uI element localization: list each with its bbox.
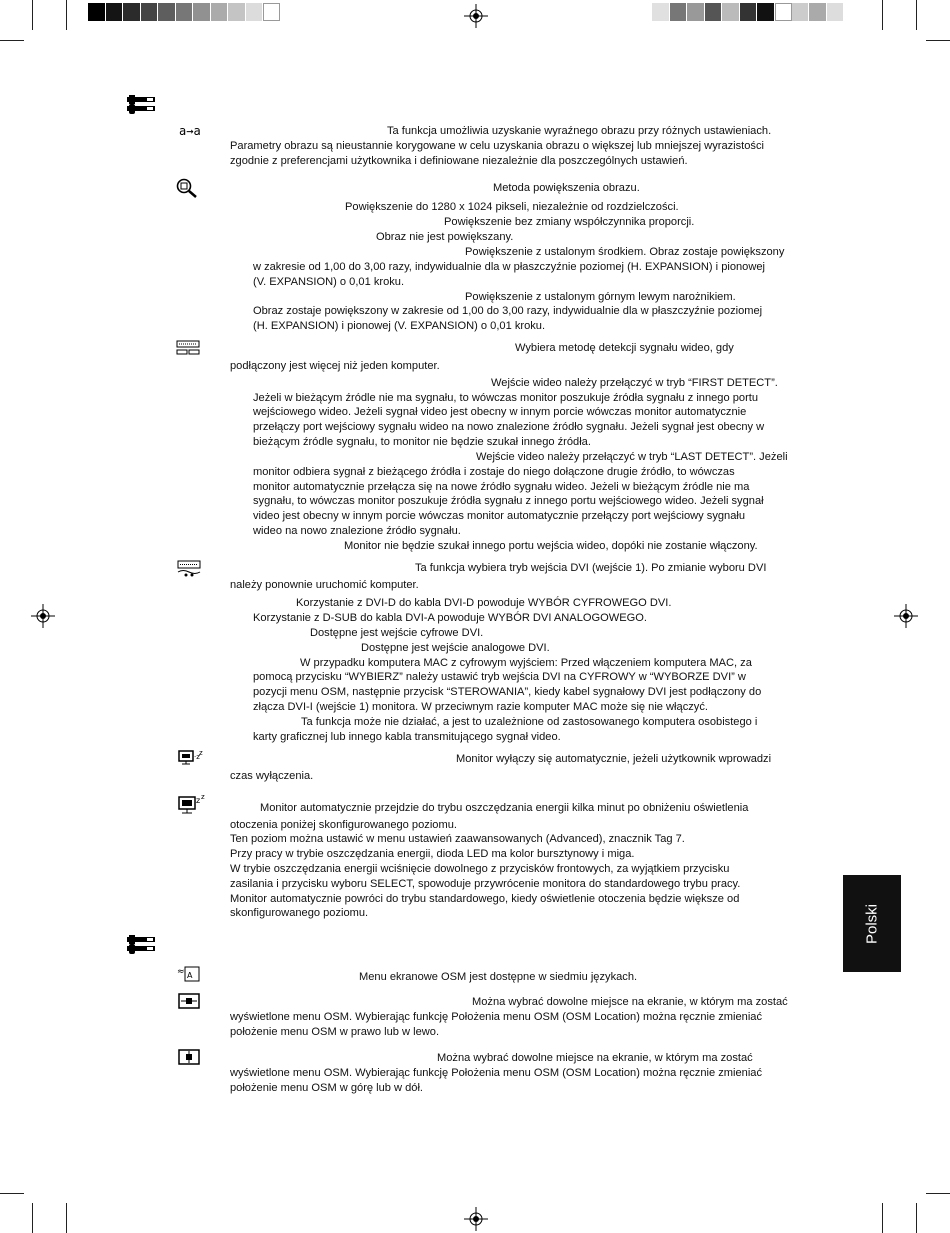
osm-left-right-icon xyxy=(178,993,200,1009)
sharpness-text: Parametry obrazu są nieustannie korygowane w celu uzyskania obrazu o większej lub mniejszej wyrazistości xyxy=(230,140,764,152)
expansion-text: (H. EXPANSION) i pionowej (V. EXPANSION) o 0,01 kroku. xyxy=(253,320,546,332)
osm-down-up-text: położenie menu OSM w górę lub w dół. xyxy=(230,1082,424,1094)
registration-mark-bottom xyxy=(464,1207,488,1231)
video-detect-text: Wejście video należy przełączyć w tryb “LAST DETECT”. Jeżeli xyxy=(476,451,788,463)
language-icon xyxy=(177,965,201,983)
video-detect-text: Monitor nie będzie szukał innego portu wejścia wideo, dopóki nie zostanie włączony. xyxy=(344,540,758,552)
dvi-selection-text: W przypadku komputera MAC z cyfrowym wyjściem: Przed włączeniem komputera MAC, za xyxy=(300,657,752,669)
dvi-selection-icon xyxy=(177,560,203,578)
dvi-selection-text: karty graficznej lub innego kabla transmitującego sygnał video. xyxy=(253,731,561,743)
video-detect-text: monitor odbiera sygnał z bieżącego źródła i zostaje do niego dołączone drugie źródło, to wówczas xyxy=(253,466,735,478)
osm-down-up-text: wyświetlone menu OSM. Wybierając funkcję Położenia menu OSM (OSM Location) można ręcznie zmieniać xyxy=(230,1067,762,1079)
registration-mark-top xyxy=(464,4,488,28)
wrench-icon xyxy=(127,935,155,955)
expansion-text: (V. EXPANSION) o 0,01 kroku. xyxy=(253,276,405,288)
dvi-selection-text: Dostępne jest wejście analogowe DVI. xyxy=(361,642,550,654)
crop-mark xyxy=(882,1203,883,1233)
crop-mark xyxy=(882,0,883,30)
ipm-text: otoczenia poniżej skonfigurowanego poziomu. xyxy=(230,819,457,831)
video-detect-text: bieżącym źródle sygnału, to monitor nie będzie szukał innego źródła. xyxy=(253,436,591,448)
grayscale-bar-left xyxy=(88,3,280,21)
svg-text:z: z xyxy=(199,749,203,757)
svg-text:z: z xyxy=(201,793,205,801)
dvi-selection-text: Ta funkcja może nie działać, a jest to uzależnione od zastosowanego komputera osobistego i xyxy=(301,716,758,728)
ipm-text: Ten poziom można ustawić w menu ustawień zaawansowanych (Advanced), znacznik Tag 7. xyxy=(230,833,685,845)
video-detect-text: przełączy port wejściowy sygnału wideo na nowo znalezione źródło sygnału. Jeżeli sygnał jest obecny w xyxy=(253,421,765,433)
video-detect-text: Wybiera metodę detekcji sygnału wideo, gdy xyxy=(515,342,734,354)
expansion-text: Powiększenie do 1280 x 1024 pikseli, niezależnie od rozdzielczości. xyxy=(345,201,679,213)
crop-mark xyxy=(926,40,950,41)
wrench-icon xyxy=(127,95,155,115)
video-detect-text: podłączony jest więcej niż jeden komputer. xyxy=(230,360,440,372)
zoom-icon xyxy=(176,178,198,198)
video-detect-text: wejściowego wideo. Jeżeli sygnał video jest obecny w innym porcie wówczas monitor automatycznie xyxy=(253,406,747,418)
video-detect-text: Jeżeli w bieżącym źródle nie ma sygnału, to wówczas monitor poszukuje źródła sygnału z innego portu xyxy=(253,392,759,404)
dvi-selection-text: pozycji menu OSM, następnie przycisk “STEROWANIA”, kiedy kabel sygnałowy DVI jest podłączony do xyxy=(253,686,762,698)
off-timer-icon xyxy=(178,748,206,766)
video-detect-text: monitor automatycznie przełącza się na nowe źródło sygnału wideo. Jeżeli w bieżącym źródle nie ma xyxy=(253,481,750,493)
osm-down-up-text: Można wybrać dowolne miejsce na ekranie, w którym ma zostać xyxy=(437,1052,753,1064)
svg-text:z: z xyxy=(196,796,201,805)
crop-mark xyxy=(926,1193,950,1194)
crop-mark xyxy=(916,1203,917,1233)
osm-left-right-text: położenie menu OSM w prawo lub w lewo. xyxy=(230,1026,440,1038)
crop-mark xyxy=(32,0,33,30)
dvi-selection-text: Dostępne jest wejście cyfrowe DVI. xyxy=(310,627,484,639)
ipm-text: Monitor automatycznie powróci do trybu standardowego, kiedy oświetlenie otoczenia będzie większe od xyxy=(230,893,740,905)
off-timer-text: czas wyłączenia. xyxy=(230,770,314,782)
expansion-text: Obraz zostaje powiększony w zakresie od 1,00 do 3,00 razy, indywidualnie dla w płaszczyźnie poziomej xyxy=(253,305,763,317)
registration-mark-left xyxy=(31,604,55,628)
expansion-text: Powiększenie bez zmiany współczynnika proporcji. xyxy=(444,216,695,228)
grayscale-bar-right xyxy=(652,3,844,21)
sharpness-icon xyxy=(179,123,205,137)
off-timer-text: Monitor wyłączy się automatycznie, jeżeli użytkownik wprowadzi xyxy=(456,753,772,765)
ipm-text: skonfigurowanego poziomu. xyxy=(230,907,369,919)
registration-mark-right xyxy=(894,604,918,628)
language-side-tab xyxy=(843,875,901,972)
expansion-text: w zakresie od 1,00 do 3,00 razy, indywidualnie dla w płaszczyźnie poziomej (H. EXPANSION) i pionowej xyxy=(253,261,765,273)
video-detect-text: wideo na nowo znalezione źródło sygnału. xyxy=(253,525,461,537)
expansion-text: Powiększenie z ustalonym górnym lewym narożnikiem. xyxy=(465,291,736,303)
dvi-selection-text: Korzystanie z D-SUB do kabla DVI-A powoduje WYBÓR DVI ANALOGOWEGO. xyxy=(253,612,647,624)
crop-mark xyxy=(916,0,917,30)
expansion-text: Obraz nie jest powiększany. xyxy=(376,231,514,243)
ipm-text: Przy pracy w trybie oszczędzania energii, dioda LED ma kolor bursztynowy i miga. xyxy=(230,848,635,860)
svg-text:·z: ·z xyxy=(194,753,200,761)
video-detect-text: video jest obecny w innym porcie wówczas monitor automatycznie przełączy port wejściowy sygnału xyxy=(253,510,746,522)
svg-text:a→a: a→a xyxy=(179,124,201,137)
osm-down-up-icon xyxy=(178,1049,200,1065)
crop-mark xyxy=(66,0,67,30)
dvi-selection-text: złącza DVI-I (wejście 1) monitora. W przeciwnym razie komputer MAC może się nie włączyć. xyxy=(253,701,708,713)
crop-mark xyxy=(0,1193,24,1194)
sharpness-text: zgodnie z preferencjami użytkownika i definiowane niezależnie dla poszczególnych ustawień. xyxy=(230,155,688,167)
ipm-text: W trybie oszczędzania energii wciśnięcie dowolnego z przycisków frontowych, za wyjątkiem przycisku xyxy=(230,863,730,875)
language-text: Menu ekranowe OSM jest dostępne w siedmiu językach. xyxy=(359,971,638,983)
ipm-icon xyxy=(178,793,208,815)
dvi-selection-text: należy ponownie uruchomić komputer. xyxy=(230,579,419,591)
crop-mark xyxy=(0,40,24,41)
expansion-text: Powiększenie z ustalonym środkiem. Obraz zostaje powiększony xyxy=(465,246,785,258)
side-tab-label: Polski xyxy=(863,903,881,944)
osm-left-right-text: Można wybrać dowolne miejsce na ekranie, w którym ma zostać xyxy=(472,996,788,1008)
crop-mark xyxy=(66,1203,67,1233)
video-detect-text: sygnału, to wówczas monitor poszukuje źródła sygnału z innego portu wejściowego wideo. Jeżeli sygnał xyxy=(253,495,764,507)
crop-mark xyxy=(32,1203,33,1233)
dvi-selection-text: pomocą przycisku “WYBIERZ” należy ustawić tryb wejścia DVI na CYFROWY w “WYBORZE DVI” w xyxy=(253,671,746,683)
ipm-text: zasilania i przycisku wyboru SELECT, spowoduje przywrócenie monitora do standardowego trybu pracy. xyxy=(230,878,741,890)
osm-left-right-text: wyświetlone menu OSM. Wybierając funkcję Położenia menu OSM (OSM Location) można ręcznie zmieniać xyxy=(230,1011,762,1023)
video-detect-text: Wejście wideo należy przełączyć w tryb “FIRST DETECT”. xyxy=(491,377,778,389)
dvi-selection-text: Korzystanie z DVI-D do kabla DVI-D powoduje WYBÓR CYFROWEGO DVI. xyxy=(296,597,672,609)
video-detect-icon xyxy=(176,340,202,356)
ipm-text: Monitor automatycznie przejdzie do trybu oszczędzania energii kilka minut po obniżeniu oświetlenia xyxy=(260,802,749,814)
expansion-text: Metoda powiększenia obrazu. xyxy=(493,182,640,194)
sharpness-text: Ta funkcja umożliwia uzyskanie wyraźnego obrazu przy różnych ustawieniach. xyxy=(387,125,772,137)
svg-text:A: A xyxy=(187,971,193,980)
svg-text:≈: ≈ xyxy=(177,967,185,977)
dvi-selection-text: Ta funkcja wybiera tryb wejścia DVI (wejście 1). Po zmianie wyboru DVI xyxy=(415,562,767,574)
